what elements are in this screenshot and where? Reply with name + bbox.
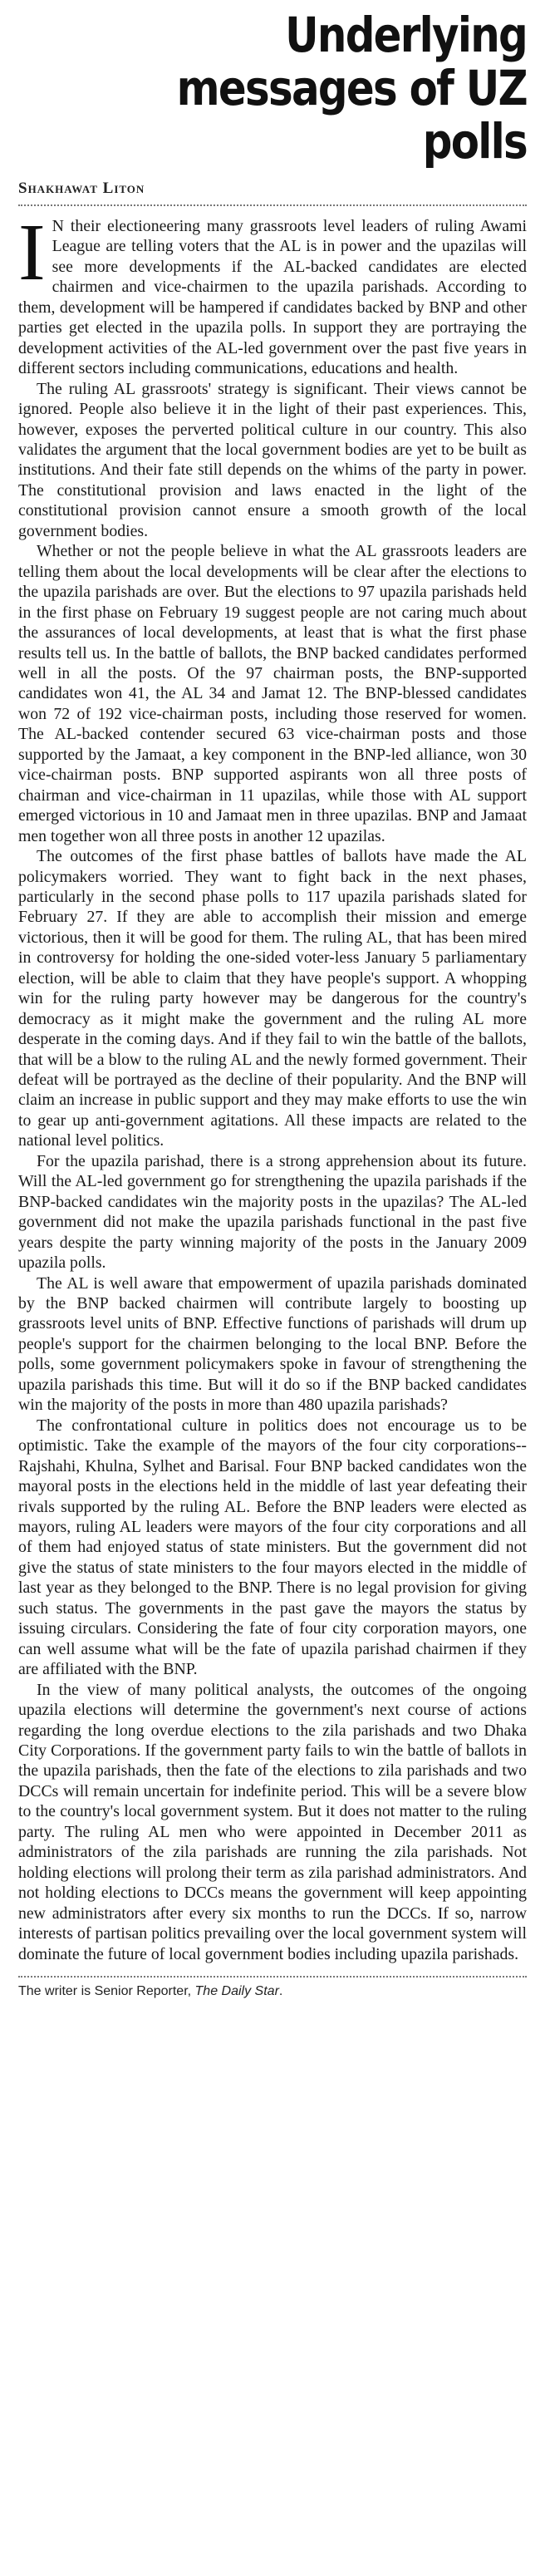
- article-body: [18, 208, 527, 1964]
- article-paragraph: The AL is well aware that empowerment of upazila parishads dominated by the BNP backed chairmen will contribute largely to boosting up grassroots level units of BNP. Effective functions of parishads will drum up people's support for the chairmen belonging to the local BNP. Before the polls, some government policymakers spoke in favour of strengthening the upazila parishads this time. But will it do so if the BNP backed candidates win the majority of the posts in more than 480 upazila parishads?: [18, 1273, 527, 1415]
- article-paragraph: The ruling AL grassroots' strategy is significant. Their views cannot be ignored. People also believe it in the light of their past experiences. This, however, exposes the perverted political culture in our country. This also validates the argument that the local government bodies are yet to be built as institutions. And their fate still depends on the whims of the party in power. The constitutional provision and laws enacted in the light of the constitutional provision cannot ensure a smooth growth of the local government bodies.: [18, 379, 527, 540]
- author-note: The writer is Senior Reporter, The Daily Star.: [18, 1983, 283, 1998]
- publication-name: The Daily Star: [194, 1983, 279, 1998]
- article-paragraph: The outcomes of the first phase battles of ballots have made the AL policymakers worried. They want to fight back in the next phases, particularly in the second phase polls to 117 upazila parishads slated for February 27. If they are able to accomplish their mission and emerge victorious, then it will be good for them. The ruling AL, that has been mired in controversy for holding the one-sided voter-less January 5 parliamentary election, will be able to claim that they have people's support. A whopping win for the ruling party however may be dangerous for the country's democracy as it might make the government and the ruling AL more desperate in the coming days. And if they fail to win the battle of the ballots, that will be a blow to the ruling AL and the newly formed government. Their defeat will be portrayed as the decline of their popularity. And the BNP will claim an increase in public support and they may make efforts to use the win to gear up anti-government agitations. All these impacts are related to the national level politics.: [18, 847, 527, 1150]
- article-paragraph: I N their electioneering many grassroots level leaders of ruling Awami League are telling voters that the AL is in power and the upazilas will see more developments if the AL-backed candidates are elected chairmen and vice-chairmen to the upazila parishads. According to them, development will be hampered if candidates backed by BNP and other parties get elected in the upazila polls. In support they are portraying the development activities of the AL-led government over the past five years in different sectors including communications, educations and health.: [18, 208, 527, 378]
- headline: Underlying messages of UZ polls: [176, 7, 527, 170]
- drop-cap: I: [18, 208, 46, 298]
- article-paragraph: Whether or not the people believe in what the AL grassroots leaders are telling them about the local developments will be clear after the elections to the upazila parishads are over. But the elections to 97 upazila parishads held in the first phase on February 19 suggest people are not caring much about the assurances of local developments, at least that is what the first phase results tell us. In the battle of ballots, the BNP backed candidates performed well in all the posts. Of the 97 chairman posts, the BNP-supported candidates won 41, the AL 34 and Jamat 12. The BNP-blessed candidates won 72 of 192 vice-chairman posts, including those reserved for women. The AL-backed contender secured 63 vice-chairman posts and those supported by the Jamaat, a key component in the BNP-led alliance, won 30 vice-chairman posts. BNP supported aspirants won all three posts of chairman and vice-chairman in 11 upazilas, while those with AL support emerged victorious in 10 and Jamaat men in three upazilas. BNP and Jamaat men together won all three posts in another 12 upazilas.: [18, 542, 527, 845]
- byline: Shakhawat Liton: [18, 180, 145, 197]
- article-paragraph: The confrontational culture in politics does not encourage us to be optimistic. Take the example of the mayors of the four city corporations--Rajshahi, Khulna, Sylhet and Barisal. Four BNP backed candidates won the mayoral posts in the elections held in the middle of last year defeating their rivals supported by the ruling AL. Before the BNP leaders were elected as mayors, ruling AL leaders were mayors of the four city corporations and all of them had enjoyed status of state ministers. But the government did not give the status of state ministers to the four mayors elected in the middle of last year as they belonged to the BNP. There is no legal provision for giving such status. The governments in the past gave the mayors the status by issuing circulars. Considering the fate of four city corporation mayors, one can well assume what will be the fate of upazila parishad chairmen if they are affiliated with the BNP.: [18, 1416, 527, 1679]
- top-divider: [18, 204, 527, 206]
- article-paragraph: In the view of many political analysts, the outcomes of the ongoing upazila elections will determine the government's next course of actions regarding the long overdue elections to the zila parishads and two Dhaka City Corporations. If the government party fails to win the battle of ballots in the upazila parishads, then the fate of the elections to zila parishads and two DCCs will remain uncertain for indefinite period. This will be a severe blow to the country's local government system. But it does not matter to the ruling party. The ruling AL men who were appointed in December 2011 as administrators of the zila parishads are running the zila parishads. Not holding elections will prolong their term as zila parishad administrators. And not holding elections to DCCs means the government will keep appointing new administrators after every six months to run the DCCs. If so, narrow interests of partisan politics prevailing over the local government system will dominate the future of local government bodies including upazila parishads.: [18, 1680, 527, 1963]
- article-paragraph: For the upazila parishad, there is a strong apprehension about its future. Will the AL-led government go for strengthening the upazila parishads if the BNP-backed candidates win the majority posts in the upazilas? The AL-led government did not make the upazila parishads functional in the past five years despite the party winning majority of the posts in the January 2009 upazila polls.: [18, 1151, 527, 1273]
- bottom-divider: [18, 1976, 527, 1978]
